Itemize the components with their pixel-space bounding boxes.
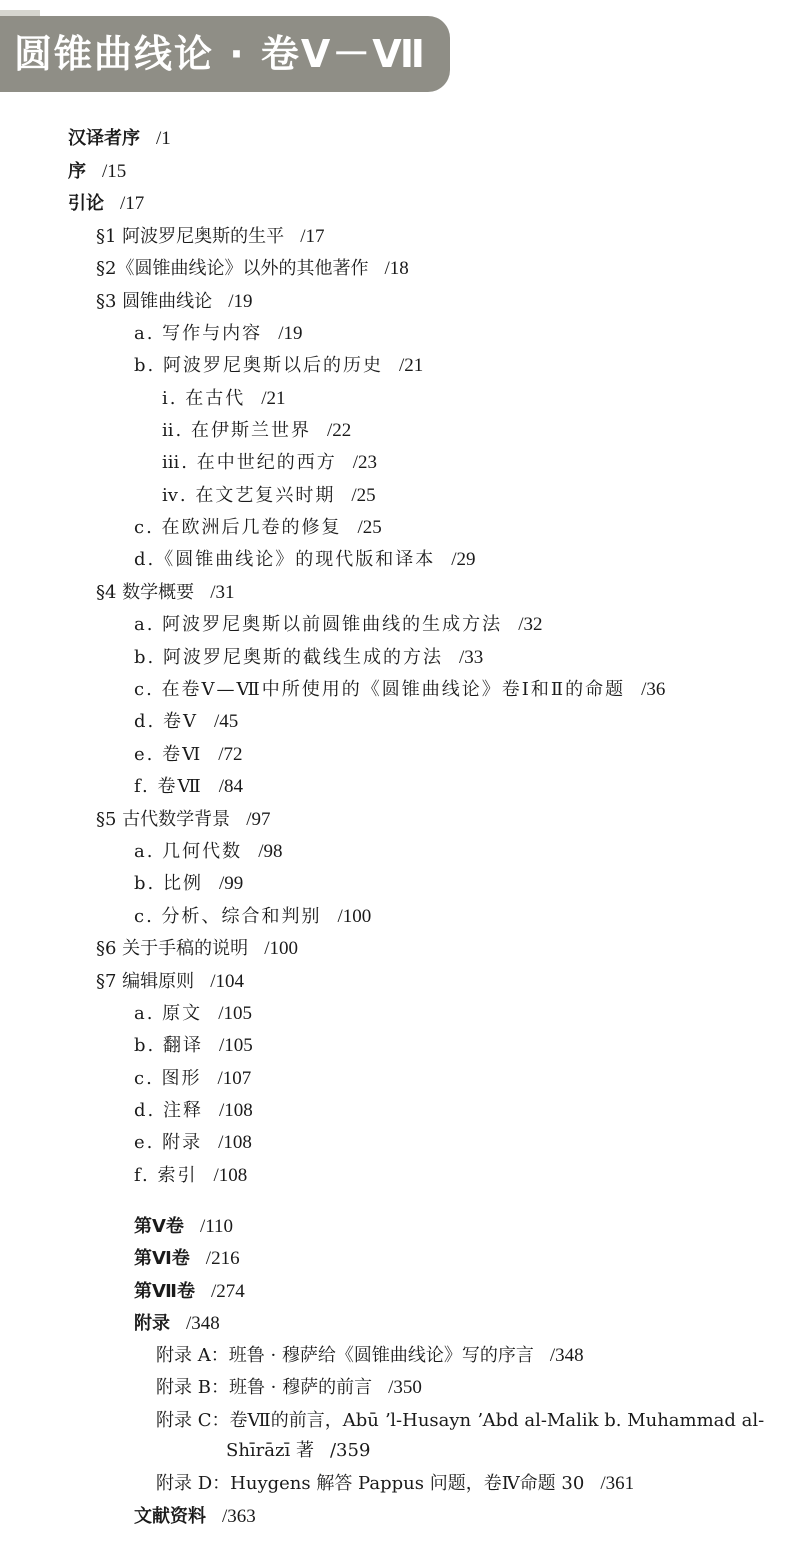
toc-entry-page: /1 (156, 128, 171, 149)
toc-entry-label: b. 阿波罗尼奥斯的截线生成的方法 (134, 647, 443, 668)
toc-entry-page: /274 (210, 1281, 245, 1302)
toc-entry-label: c. 图形 (134, 1068, 202, 1089)
toc-entry-label: a. 阿波罗尼奥斯以前圆锥曲线的生成方法 (134, 614, 503, 635)
toc-entry-page: /25 (357, 517, 382, 538)
toc-entry[interactable] (134, 1096, 253, 1126)
toc-entry-label: b. 阿波罗尼奥斯以后的历史 (134, 355, 383, 376)
toc-entry[interactable] (134, 643, 483, 673)
toc-entry-page: /361 (600, 1473, 635, 1494)
toc-entry[interactable] (134, 1161, 247, 1191)
toc-entry[interactable] (96, 934, 298, 964)
toc-entry-page: /21 (398, 355, 424, 376)
toc-entry-page: /99 (218, 873, 244, 894)
toc-entry[interactable] (134, 707, 238, 737)
toc-entry-page: /17 (300, 226, 325, 247)
toc-entry-label: b. 比例 (134, 873, 203, 894)
toc-entry-label: §2《圆锥曲线论》以外的其他著作 (96, 258, 369, 279)
toc-entry-label: d. 注释 (134, 1100, 203, 1121)
toc-entry-label: 第Ⅴ卷 (134, 1216, 184, 1237)
toc-entry[interactable] (68, 157, 126, 187)
toc-entry-label: 附录 D：Huygens 解答 Pappus 问题，卷Ⅳ命题 30 (156, 1473, 585, 1494)
toc-entry-label: ⅲ. 在中世纪的西方 (162, 452, 337, 473)
toc-entry-label: 第Ⅵ卷 (134, 1248, 190, 1269)
toc-entry[interactable] (134, 999, 252, 1029)
toc-entry-page: /108 (218, 1132, 252, 1153)
toc-entry[interactable] (134, 545, 476, 575)
toc-entry-label: 附录 B：班鲁 · 穆萨的前言 (156, 1377, 373, 1398)
toc-entry[interactable] (96, 222, 324, 252)
toc-entry-label: §4 数学概要 (96, 582, 195, 603)
toc-entry[interactable] (134, 1244, 240, 1274)
toc-entry[interactable] (156, 1373, 422, 1403)
toc-entry[interactable] (156, 1469, 634, 1499)
toc-entry[interactable] (134, 902, 371, 932)
toc-entry-label: e. 卷Ⅵ (134, 744, 203, 765)
toc-entry[interactable] (96, 805, 270, 835)
toc-entry-page: /105 (218, 1003, 252, 1024)
toc-entry[interactable] (134, 351, 423, 381)
toc-entry-label: ⅳ. 在文艺复兴时期 (162, 485, 336, 506)
toc-entry-page: /33 (458, 647, 484, 668)
toc-entry-label: §7 编辑原则 (96, 971, 195, 992)
toc-entry-label: 附录 A：班鲁 · 穆萨给《圆锥曲线论》写的序言 (156, 1345, 534, 1366)
toc-entry[interactable] (134, 837, 282, 867)
toc-entry-label: f. 索引 (134, 1165, 198, 1186)
toc-entry-label: 序 (68, 161, 86, 182)
toc-entry[interactable] (162, 384, 285, 414)
toc-entry-page: /31 (210, 582, 235, 603)
toc-entry[interactable] (134, 610, 542, 640)
book-title: 圆锥曲线论 · 卷Ⅴ－Ⅶ (14, 32, 427, 76)
toc-entry-label: c. 分析、综合和判别 (134, 906, 322, 927)
toc-entry-page: /216 (205, 1248, 240, 1269)
toc-entry[interactable] (162, 416, 351, 446)
toc-entry-label: §1 阿波罗尼奥斯的生平 (96, 226, 285, 247)
toc-entry-label: c. 在卷Ⅴ—Ⅶ中所使用的《圆锥曲线论》卷Ⅰ和Ⅱ的命题 (134, 679, 626, 700)
toc-entry-label: b. 翻译 (134, 1035, 203, 1056)
toc-entry-label: a. 原文 (134, 1003, 203, 1024)
toc-entry-label: ⅱ. 在伊斯兰世界 (162, 420, 311, 441)
toc-entry[interactable] (134, 513, 382, 543)
toc-entry-page: /45 (213, 711, 239, 732)
toc-entry-label: d. 卷Ⅴ (134, 711, 198, 732)
toc-entry-page: /19 (278, 323, 303, 344)
toc-entry-page: /350 (388, 1377, 422, 1398)
toc-entry-page: /108 (218, 1100, 253, 1121)
toc-entry[interactable] (134, 1064, 251, 1094)
toc-entry-label: a. 几何代数 (134, 841, 243, 862)
toc-entry[interactable] (162, 481, 376, 511)
toc-entry-label: c. 在欧洲后几卷的修复 (134, 517, 342, 538)
toc-entry[interactable] (96, 287, 252, 317)
toc-entry-page: /21 (261, 388, 286, 409)
toc-entry[interactable] (134, 869, 243, 899)
toc-entry-label: f. 卷Ⅶ (134, 776, 203, 797)
toc-entry-label: §3 圆锥曲线论 (96, 291, 213, 312)
toc-entry-page: /100 (337, 906, 372, 927)
toc-entry[interactable] (134, 1309, 220, 1339)
toc-entry-page: /18 (384, 258, 409, 279)
toc-entry-label: d.《圆锥曲线论》的现代版和译本 (134, 549, 436, 570)
toc-entry-page: /105 (218, 1035, 253, 1056)
toc-entry[interactable] (134, 1502, 256, 1532)
toc-entry-continuation-page: /359 (329, 1440, 371, 1461)
toc-entry-page: /15 (102, 161, 127, 182)
toc-entry-continuation[interactable] (226, 1436, 370, 1466)
toc-entry-page: /108 (213, 1165, 248, 1186)
toc-entry-label: a. 写作与内容 (134, 323, 263, 344)
toc-entry[interactable] (134, 1128, 252, 1158)
toc-entry[interactable] (134, 1212, 233, 1242)
toc-entry-page: /348 (549, 1345, 584, 1366)
toc-entry-label: 引论 (68, 193, 104, 214)
toc-entry[interactable] (68, 189, 144, 219)
toc-entry-label: e. 附录 (134, 1132, 203, 1153)
toc-entry-label: ⅰ. 在古代 (162, 388, 246, 409)
toc-entry[interactable] (162, 448, 377, 478)
toc-entry[interactable] (134, 675, 665, 705)
toc-entry-page: /110 (199, 1216, 234, 1237)
toc-entry[interactable] (156, 1406, 780, 1436)
toc-entry-page: /23 (352, 452, 377, 473)
toc-entry-label: 附录 (134, 1313, 170, 1334)
toc-entry[interactable] (96, 578, 234, 608)
toc-entry-page: /29 (451, 549, 476, 570)
toc-entry-page: /72 (218, 744, 243, 765)
toc-entry-page: /100 (264, 938, 298, 959)
toc-entry-label: 第Ⅶ卷 (134, 1281, 195, 1302)
toc-entry-page: /98 (258, 841, 283, 862)
toc-entry-label: §6 关于手稿的说明 (96, 938, 249, 959)
toc-entry-continuation-label: Shīrāzī 著 (226, 1440, 314, 1461)
toc-entry-page: /348 (186, 1313, 220, 1334)
toc-entry[interactable] (96, 967, 244, 997)
toc-entry[interactable] (134, 772, 243, 802)
toc-entry-page: /97 (246, 809, 271, 830)
toc-entry-page: /32 (518, 614, 543, 635)
toc-entry[interactable] (134, 1277, 245, 1307)
toc-entry-label: 附录 C：卷Ⅶ的前言，Abū ʼl-Husayn ʼAbd al-Malik b. Muhammad al- (156, 1410, 765, 1431)
toc-entry-page: /107 (217, 1068, 252, 1089)
toc-entry[interactable] (134, 319, 302, 349)
toc-entry-page: /22 (326, 420, 352, 441)
toc-entry[interactable] (156, 1341, 584, 1371)
toc-entry-page: /19 (228, 291, 253, 312)
toc-entry-page: /104 (210, 971, 244, 992)
toc-entry-label: 文献资料 (134, 1506, 206, 1527)
toc-entry-label: 汉译者序 (68, 128, 140, 149)
toc-entry-page: /363 (222, 1506, 256, 1527)
toc-entry-page: /17 (120, 193, 145, 214)
toc-entry[interactable] (134, 740, 242, 770)
toc-entry-page: /84 (218, 776, 243, 797)
toc-entry-page: /36 (641, 679, 666, 700)
toc-entry[interactable] (134, 1031, 253, 1061)
toc-entry[interactable] (96, 254, 409, 284)
toc-entry-label: §5 古代数学背景 (96, 809, 231, 830)
toc-entry-page: /25 (351, 485, 376, 506)
toc-entry[interactable] (68, 124, 171, 154)
